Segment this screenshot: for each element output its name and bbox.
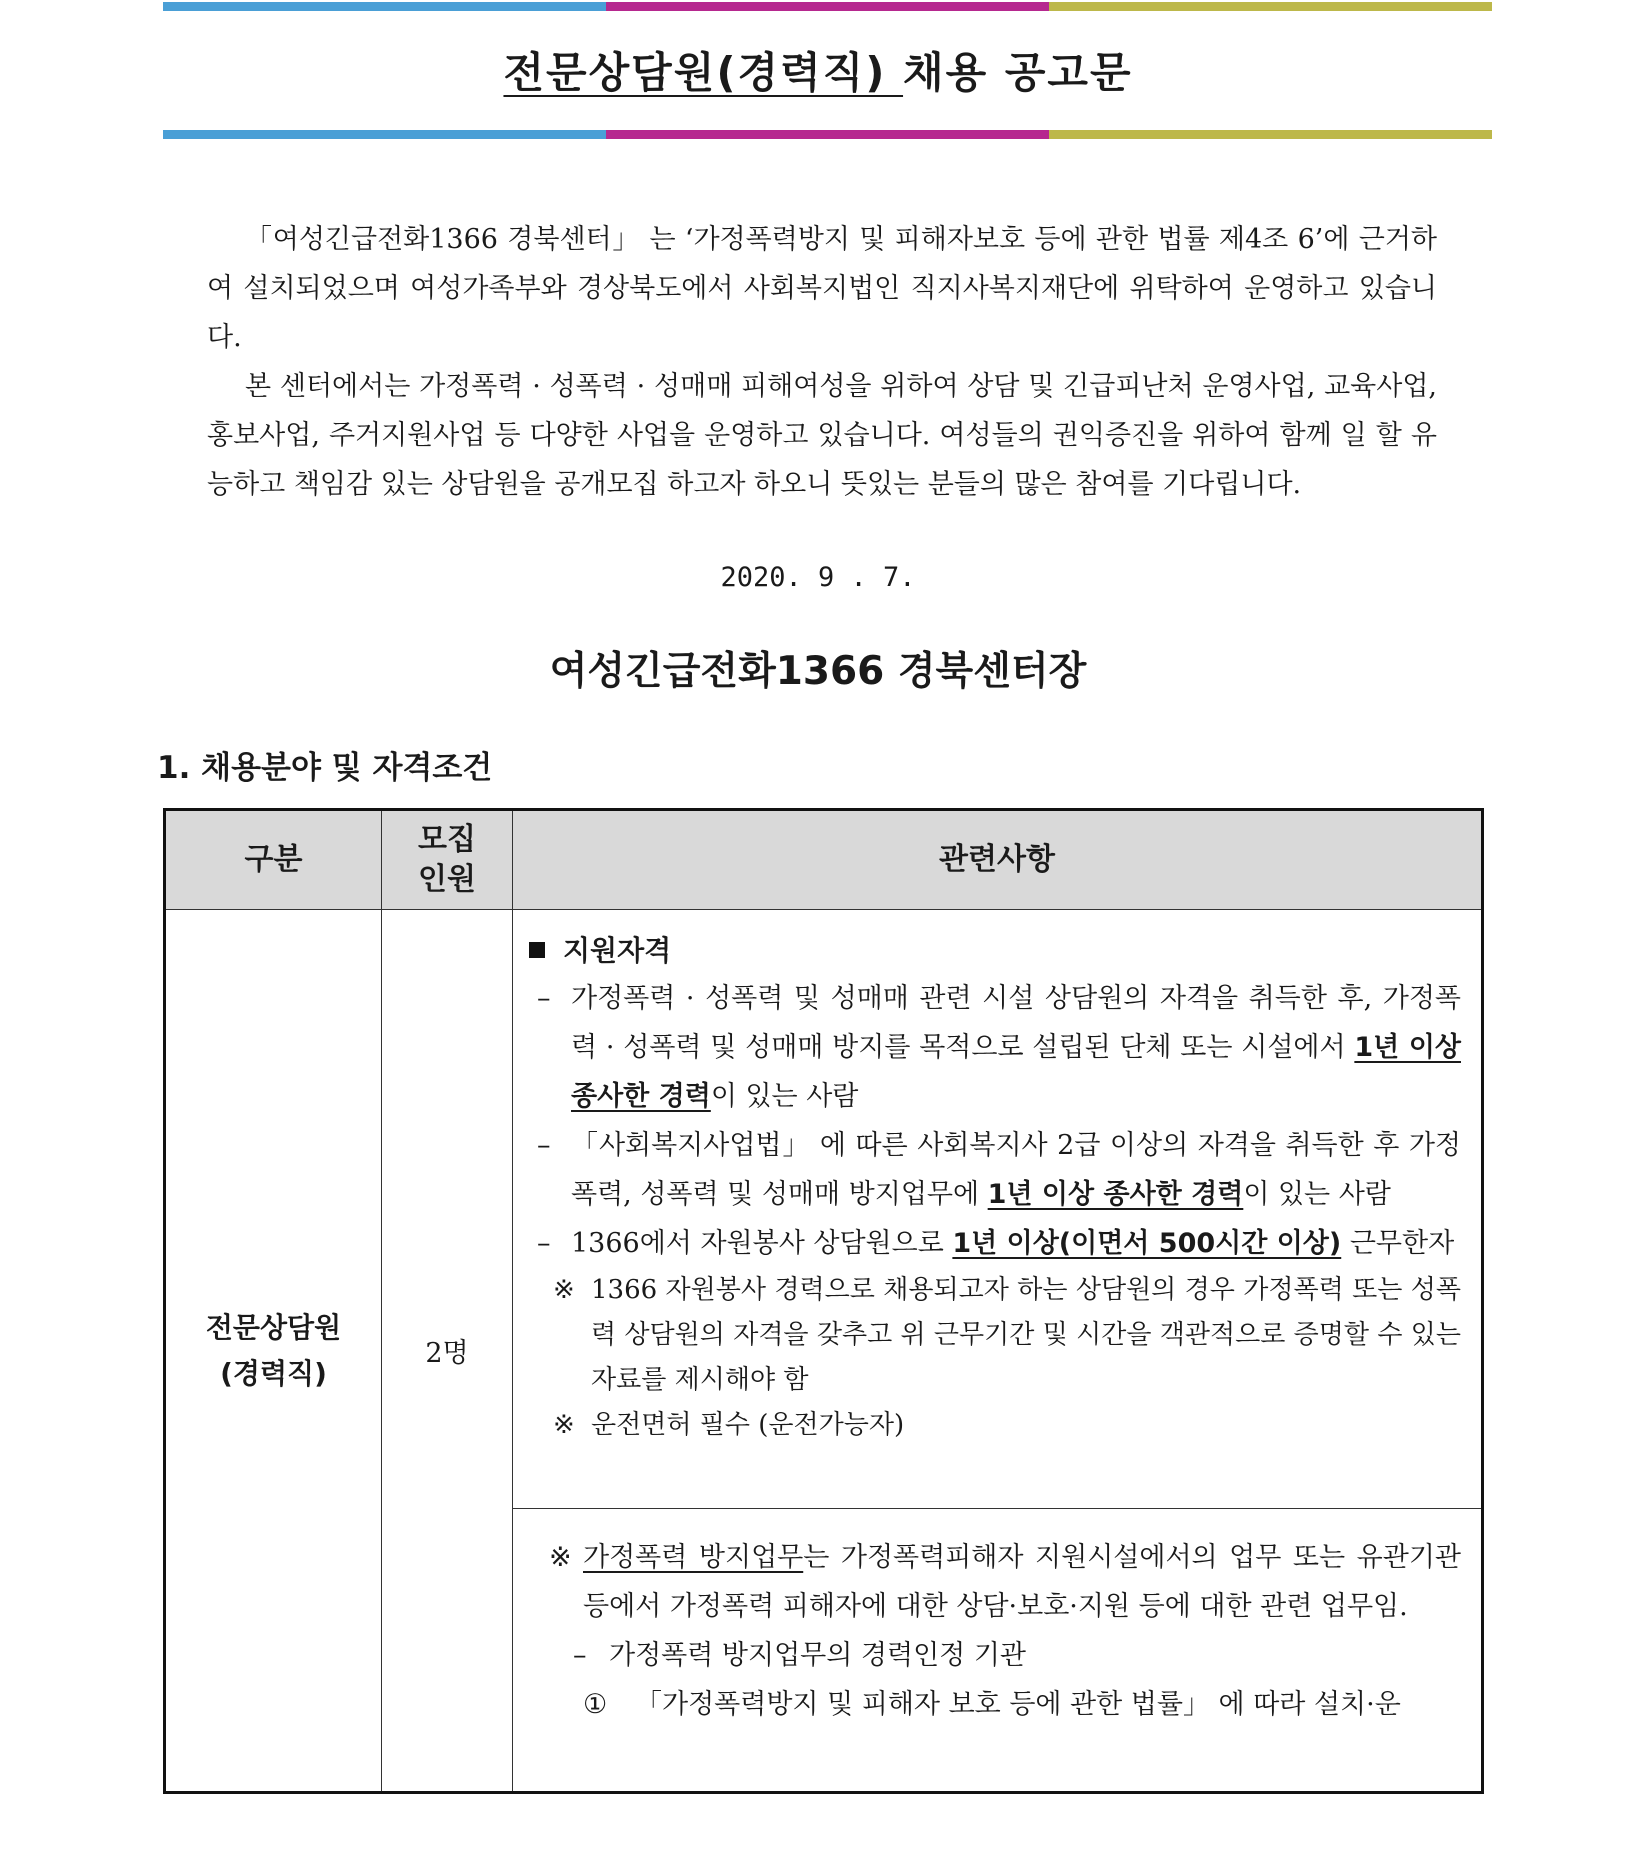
qualification-item-2: – 「사회복지사업법」 에 따른 사회복지사 2급 이상의 자격을 취득한 후 가정폭력, 성폭력 및 성매매 방지업무에 1년 이상 종사한 경력이 있는 사람 <box>521 1121 1461 1219</box>
top-color-bar <box>163 2 1492 11</box>
header-details: 관련사항 <box>513 810 1483 910</box>
qualifications-heading: 지원자격 <box>529 928 1461 974</box>
header-category: 구분 <box>165 810 382 910</box>
table-header-row <box>165 810 1483 910</box>
reference-mark: ※ <box>553 1410 575 1440</box>
cell-career-note <box>513 1509 1483 1793</box>
dash-marker: – <box>573 1640 587 1671</box>
title-underlined-part: 전문상담원(경력직) <box>503 48 904 97</box>
document-title <box>0 40 1636 100</box>
dash-marker: – <box>537 983 551 1014</box>
career-circle-item-1: ① 「가정폭력방지 및 피해자 보호 등에 관한 법률」 에 따라 설치·운 <box>521 1680 1461 1729</box>
announcement-date: 2020. 9 . 7. <box>720 562 916 593</box>
qualification-item-1: – 가정폭력 · 성폭력 및 성매매 관련 시설 상담원의 자격을 취득한 후, 가정폭력 · 성폭력 및 성매매 방지를 목적으로 설립된 단체 또는 시설에서 1년 이상 종사한 경력이 있는 사람 <box>521 974 1461 1121</box>
cell-category <box>165 910 382 1793</box>
emphasis-3: 1년 이상(이면서 500시간 이상) <box>952 1228 1342 1259</box>
table-row <box>165 910 1483 1509</box>
header-headcount-line2: 인원 <box>418 862 476 897</box>
header-headcount-line1: 모집 <box>418 822 476 857</box>
reference-mark: ※ <box>549 1542 572 1573</box>
dash-marker: – <box>537 1130 551 1161</box>
emphasis-2: 1년 이상 종사한 경력 <box>987 1179 1244 1210</box>
cell-qualifications <box>513 910 1483 1509</box>
reference-mark: ※ <box>553 1275 575 1305</box>
qualification-note-2: ※ 운전면허 필수 (운전가능자) <box>521 1403 1461 1448</box>
square-bullet-icon <box>529 942 545 958</box>
intro-text <box>207 215 1437 509</box>
section-heading-recruitment: 1. 채용분야 및 자격조건 <box>157 750 493 786</box>
cell-headcount: 2명 <box>382 910 513 1793</box>
qualification-note-1: ※ 1366 자원봉사 경력으로 채용되고자 하는 상담원의 경우 가정폭력 또는 성폭력 상담원의 자격을 갖추고 위 근무기간 및 시간을 객관적으로 증명할 수 있는 자료를 제시해야 함 <box>521 1268 1461 1403</box>
circle-number-marker: ① <box>583 1689 608 1720</box>
emphasis-1: 1년 이상 종사한 경력 <box>571 1032 1461 1112</box>
qualification-item-3: – 1366에서 자원봉사 상담원으로 1년 이상(이면서 500시간 이상) 근무한자 <box>521 1219 1461 1268</box>
career-sub-item: – 가정폭력 방지업무의 경력인정 기관 <box>521 1631 1461 1680</box>
intro-paragraph-2: 본 센터에서는 가정폭력 · 성폭력 · 성매매 피해여성을 위하여 상담 및 긴급피난처 운영사업, 교육사업, 홍보사업, 주거지원사업 등 다양한 사업을 운영하고 있습니다. 여성들의 권익증진을 위하여 함께 일 할 유능하고 책임감 있는 상담원을 공개모집 하고자 하오니 뜻있는 분들의 많은 참여를 기다립니다. <box>207 371 1437 500</box>
career-term: 가정폭력 방지업무 <box>583 1542 804 1573</box>
signer-name: 여성긴급전화1366 경북센터장 <box>549 649 1087 694</box>
bottom-color-bar <box>163 130 1492 139</box>
career-note: ※ 가정폭력 방지업무는 가정폭력피해자 지원시설에서의 업무 또는 유관기관 등에서 가정폭력 피해자에 대한 상담·보호·지원 등에 대한 관련 업무임. <box>521 1533 1461 1631</box>
title-rest: 채용 공고문 <box>903 48 1133 97</box>
recruitment-table <box>163 808 1484 1794</box>
intro-paragraph-1: 「여성긴급전화1366 경북센터」 는 ‘가정폭력방지 및 피해자보호 등에 관한 법률 제4조 6’에 근거하여 설치되었으며 여성가족부와 경상북도에서 사회복지법인 직지사복지재단에 위탁하여 운영하고 있습니다. <box>207 224 1437 353</box>
category-line2: (경력직) <box>220 1356 327 1390</box>
dash-marker: – <box>537 1228 551 1259</box>
category-line1: 전문상담원 <box>205 1310 342 1344</box>
header-headcount <box>382 810 513 910</box>
